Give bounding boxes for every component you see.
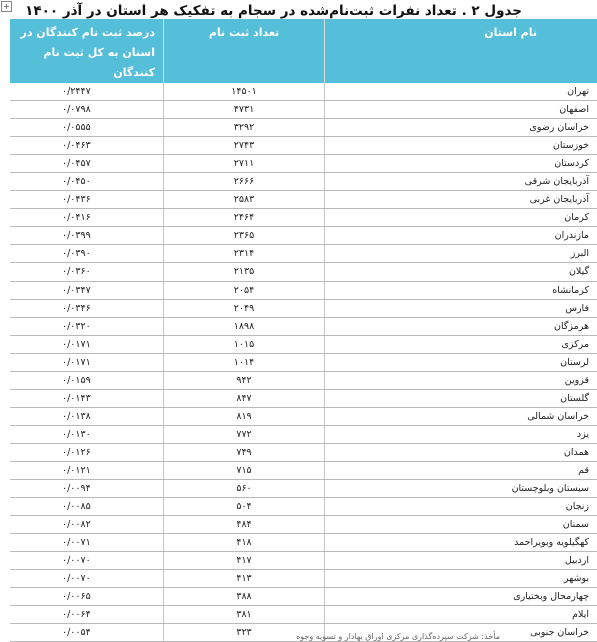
cell-percent: ۰/۰۴۳۶	[10, 191, 164, 209]
cell-count: ۲۶۶۶	[164, 173, 325, 191]
table-row	[10, 516, 597, 534]
cell-province: قم	[325, 461, 597, 479]
cell-count: ۲۴۶۴	[164, 209, 325, 227]
cell-province: لرستان	[325, 353, 597, 371]
cell-count: ۴۱۷	[164, 552, 325, 570]
table-row	[10, 191, 597, 209]
cell-province: بوشهر	[325, 570, 597, 588]
cell-percent: ۰/۰۳۴۷	[10, 281, 164, 299]
cell-province: مازندران	[325, 227, 597, 245]
cell-percent: ۰/۰۱۷۱	[10, 335, 164, 353]
cell-province: اصفهان	[325, 101, 597, 119]
cell-percent: ۰/۰۱۴۳	[10, 389, 164, 407]
cell-count: ۱۰۱۴	[164, 353, 325, 371]
cell-province: گیلان	[325, 263, 597, 281]
cell-count: ۲۷۱۱	[164, 155, 325, 173]
cell-count: ۵۶۰	[164, 480, 325, 498]
cell-percent: ۰/۰۱۷۱	[10, 353, 164, 371]
cell-percent: ۰/۰۰۷۱	[10, 534, 164, 552]
header-percent: درصد ثبت نام کنندگان در استان به کل ثبت نام کنندگان	[10, 19, 164, 83]
table-row	[10, 83, 597, 101]
cell-count: ۱۰۱۵	[164, 335, 325, 353]
cell-percent: ۰/۰۰۷۰	[10, 552, 164, 570]
cell-percent: ۰/۲۴۴۷	[10, 83, 164, 101]
cell-count: ۸۱۹	[164, 407, 325, 425]
table-row	[10, 353, 597, 371]
cell-percent: ۰/۰۰۵۴	[10, 624, 164, 642]
cell-count: ۵۰۴	[164, 498, 325, 516]
cell-percent: ۰/۰۰۹۴	[10, 480, 164, 498]
table-row	[10, 245, 597, 263]
cell-count: ۲۳۶۵	[164, 227, 325, 245]
cell-percent: ۰/۰۷۹۸	[10, 101, 164, 119]
cell-percent: ۰/۰۴۶۳	[10, 137, 164, 155]
table-row	[10, 570, 597, 588]
table-row	[10, 209, 597, 227]
table-body	[10, 83, 597, 642]
table-row	[10, 606, 597, 624]
cell-count: ۲۰۴۹	[164, 299, 325, 317]
cell-count: ۹۴۲	[164, 371, 325, 389]
cell-province: فارس	[325, 299, 597, 317]
cell-count: ۳۸۱	[164, 606, 325, 624]
cell-percent: ۰/۰۱۲۱	[10, 461, 164, 479]
cell-count: ۱۴۵۰۱	[164, 83, 325, 101]
table-row	[10, 552, 597, 570]
table-row	[10, 137, 597, 155]
cell-count: ۴۷۳۱	[164, 101, 325, 119]
cell-percent: ۰/۰۰۶۵	[10, 588, 164, 606]
cell-count: ۱۸۹۸	[164, 317, 325, 335]
move-handle-icon[interactable]: +	[1, 1, 12, 12]
cell-province: خراسان جنوبی	[325, 624, 597, 642]
cell-province: البرز	[325, 245, 597, 263]
cell-province: اردبیل	[325, 552, 597, 570]
cell-percent: ۰/۰۳۴۶	[10, 299, 164, 317]
table-row	[10, 461, 597, 479]
cell-percent: ۰/۰۰۷۰	[10, 570, 164, 588]
cell-percent: ۰/۰۰۶۴	[10, 606, 164, 624]
cell-province: مرکزی	[325, 335, 597, 353]
cell-percent: ۰/۰۴۵۰	[10, 173, 164, 191]
cell-count: ۸۴۷	[164, 389, 325, 407]
table-row	[10, 227, 597, 245]
table-row	[10, 425, 597, 443]
cell-province: کرمانشاه	[325, 281, 597, 299]
cell-count: ۴۱۳	[164, 570, 325, 588]
cell-province: سمنان	[325, 516, 597, 534]
footer-note	[0, 632, 530, 640]
cell-percent: ۰/۰۴۱۶	[10, 209, 164, 227]
cell-province: کرمان	[325, 209, 597, 227]
header-province: نام استان	[325, 19, 597, 83]
header-count: تعداد ثبت نام	[164, 19, 325, 83]
cell-province: خراسان رضوی	[325, 119, 597, 137]
table-row	[10, 371, 597, 389]
cell-province: تهران	[325, 83, 597, 101]
cell-count: ۴۸۴	[164, 516, 325, 534]
footer-text: مأخذ: شرکت سپرده‌گذاری مرکزی اوراق بهادار و تسویه وجوه	[296, 632, 500, 642]
table-row	[10, 480, 597, 498]
page-title: جدول ۲ . تعداد نفرات ثبت‌نام‌شده در سجام به تفکیک هر استان در آذر ۱۴۰۰	[22, 2, 522, 20]
cell-count: ۷۴۹	[164, 443, 325, 461]
cell-percent: ۰/۰۳۲۰	[10, 317, 164, 335]
cell-percent: ۰/۰۱۳۸	[10, 407, 164, 425]
table-header-row	[10, 19, 597, 83]
cell-count: ۷۷۲	[164, 425, 325, 443]
table-row	[10, 317, 597, 335]
cell-percent: ۰/۰۳۹۰	[10, 245, 164, 263]
cell-province: قزوین	[325, 371, 597, 389]
cell-province: چهارمحال وبختیاری	[325, 588, 597, 606]
cell-count: ۳۸۸	[164, 588, 325, 606]
cell-count: ۴۱۸	[164, 534, 325, 552]
table-row	[10, 155, 597, 173]
cell-percent: ۰/۰۳۶۰	[10, 263, 164, 281]
table-row	[10, 588, 597, 606]
table-row	[10, 119, 597, 137]
cell-percent: ۰/۰۰۸۵	[10, 498, 164, 516]
cell-percent: ۰/۰۰۸۲	[10, 516, 164, 534]
cell-count: ۳۲۹۲	[164, 119, 325, 137]
table-row	[10, 263, 597, 281]
cell-count: ۲۱۳۵	[164, 263, 325, 281]
cell-percent: ۰/۰۴۵۷	[10, 155, 164, 173]
cell-percent: ۰/۰۱۵۹	[10, 371, 164, 389]
table-row	[10, 335, 597, 353]
cell-percent: ۰/۰۱۲۶	[10, 443, 164, 461]
cell-count: ۲۷۴۳	[164, 137, 325, 155]
cell-count: ۲۵۸۳	[164, 191, 325, 209]
cell-province: خراسان شمالی	[325, 407, 597, 425]
table-row	[10, 407, 597, 425]
table-row	[10, 101, 597, 119]
data-table	[10, 19, 597, 642]
cell-province: هرمزگان	[325, 317, 597, 335]
cell-percent: ۰/۰۵۵۵	[10, 119, 164, 137]
table-row	[10, 281, 597, 299]
table-row	[10, 173, 597, 191]
cell-count: ۲۳۱۴	[164, 245, 325, 263]
cell-province: کهگیلویه وبویراحمد	[325, 534, 597, 552]
table-row	[10, 389, 597, 407]
cell-province: آذربایجان شرقی	[325, 173, 597, 191]
cell-province: خوزستان	[325, 137, 597, 155]
table-row	[10, 299, 597, 317]
table-container	[10, 19, 515, 642]
cell-count: ۷۱۵	[164, 461, 325, 479]
cell-percent: ۰/۰۱۳۰	[10, 425, 164, 443]
cell-count: ۳۲۳	[164, 624, 325, 642]
cell-province: یزد	[325, 425, 597, 443]
cell-province: همدان	[325, 443, 597, 461]
table-row	[10, 534, 597, 552]
cell-province: گلستان	[325, 389, 597, 407]
cell-province: زنجان	[325, 498, 597, 516]
cell-percent: ۰/۰۳۹۹	[10, 227, 164, 245]
cell-province: ایلام	[325, 606, 597, 624]
cell-count: ۲۰۵۴	[164, 281, 325, 299]
table-row	[10, 498, 597, 516]
cell-province: آذربایجان غربی	[325, 191, 597, 209]
cell-province: کردستان	[325, 155, 597, 173]
table-row	[10, 443, 597, 461]
cell-province: سیستان وبلوچستان	[325, 480, 597, 498]
